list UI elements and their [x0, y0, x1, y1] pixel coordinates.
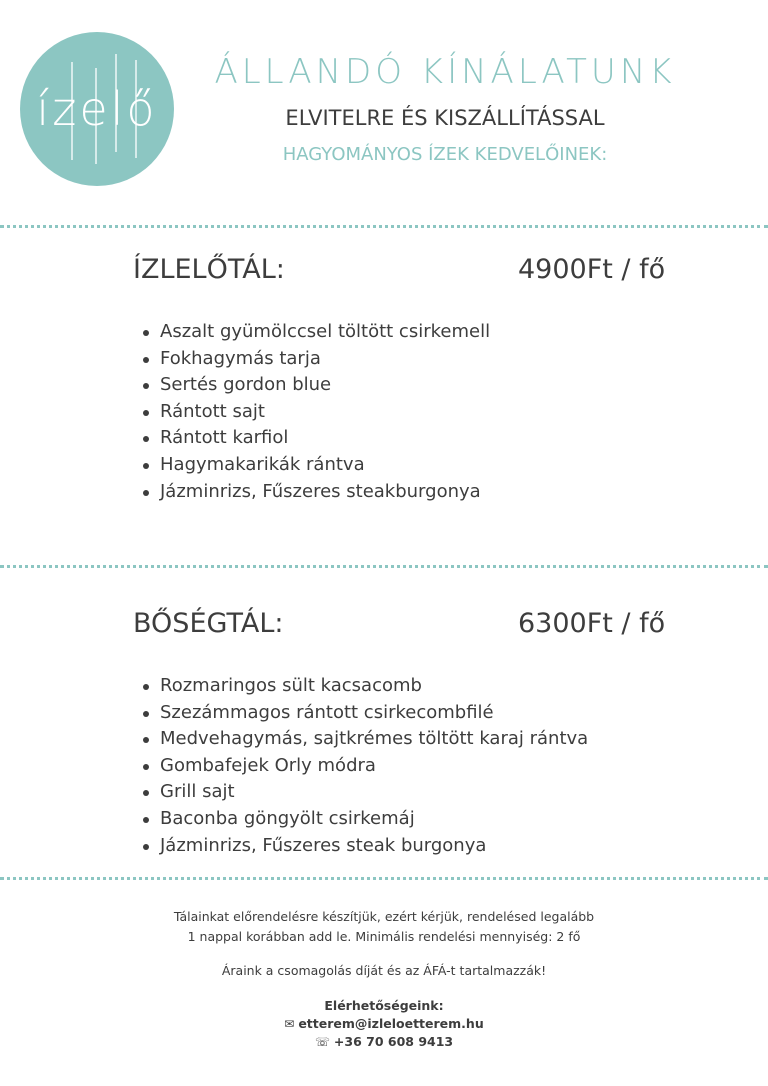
phone-icon: ☏	[314, 1035, 330, 1049]
email-link[interactable]: etterem@izleloetterem.hu	[298, 1016, 484, 1031]
phone-link[interactable]: +36 70 608 9413	[333, 1034, 454, 1049]
contact-email	[0, 1016, 768, 1031]
menu-title-izlelotal: ÍZLELŐTÁL:	[133, 254, 285, 285]
list-item: Jázminrizs, Fűszeres steakburgonya	[138, 479, 490, 506]
page-title: ÁLLANDÓ KÍNÁLATUNK	[214, 52, 676, 92]
list-item: Fokhagymás tarja	[138, 346, 490, 373]
list-item: Hagymakarikák rántva	[138, 452, 490, 479]
logo	[20, 32, 174, 186]
envelope-icon: ✉	[284, 1017, 295, 1031]
list-item: Sertés gordon blue	[138, 372, 490, 399]
list-item: Rozmaringos sült kacsacomb	[138, 673, 588, 700]
list-item: Szezámmagos rántott csirkecombfilé	[138, 700, 588, 727]
list-item: Rántott karfiol	[138, 425, 490, 452]
menu-price-bosegtal: 6300Ft / fő	[518, 608, 666, 639]
menu-price-izlelotal: 4900Ft / fő	[518, 254, 666, 285]
page-tagline: HAGYOMÁNYOS ÍZEK KEDVELŐINEK:	[282, 144, 608, 165]
page-subtitle: ELVITELRE ÉS KISZÁLLÍTÁSSAL	[285, 106, 605, 130]
list-item: Rántott sajt	[138, 399, 490, 426]
list-item: Jázminrizs, Fűszeres steak burgonya	[138, 833, 588, 860]
menu-list-izlelotal	[138, 319, 490, 505]
list-item: Baconba göngyölt csirkemáj	[138, 806, 588, 833]
list-item: Gombafejek Orly módra	[138, 753, 588, 780]
order-note-line1: Tálainkat előrendelésre készítjük, ezért kérjük, rendelésed legalább	[173, 909, 595, 924]
divider	[0, 225, 768, 228]
logo-text: ízelő	[36, 82, 158, 136]
divider	[0, 877, 768, 880]
menu-title-bosegtal: BŐSÉGTÁL:	[133, 608, 284, 639]
menu-list-bosegtal	[138, 673, 588, 859]
list-item: Grill sajt	[138, 779, 588, 806]
list-item: Medvehagymás, sajtkrémes töltött karaj rántva	[138, 726, 588, 753]
order-note-line2: 1 nappal korábban add le. Minimális rendelési mennyiség: 2 fő	[187, 929, 581, 944]
contact-heading: Elérhetőségeink:	[324, 998, 444, 1013]
list-item: Aszalt gyümölccsel töltött csirkemell	[138, 319, 490, 346]
divider	[0, 565, 768, 568]
contact-phone	[0, 1034, 768, 1049]
price-note: Áraink a csomagolás díját és az ÁFÁ-t tartalmazzák!	[221, 963, 547, 978]
